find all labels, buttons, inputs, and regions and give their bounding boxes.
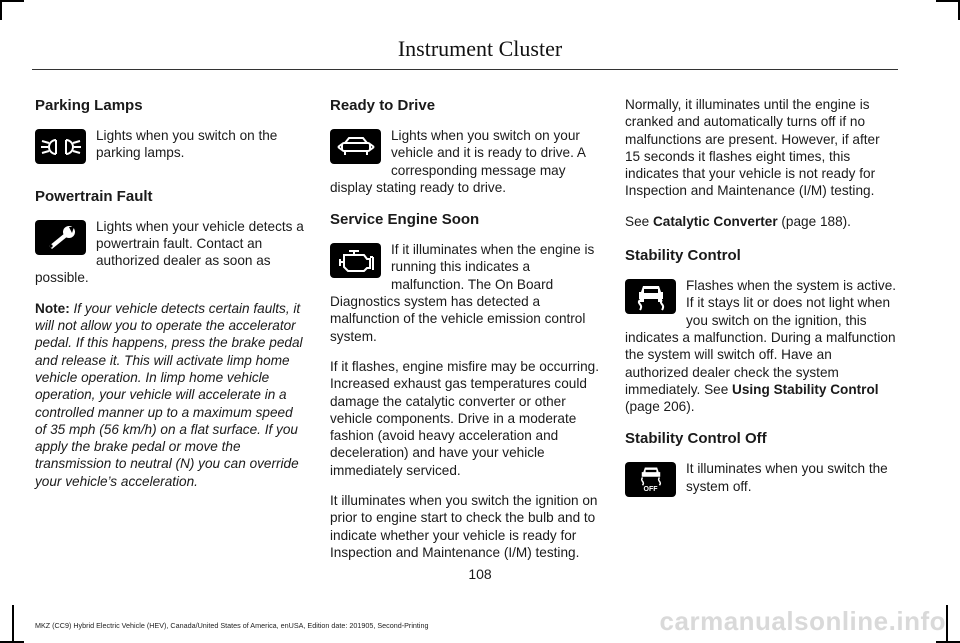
parking-lamps-entry [35, 127, 305, 175]
parking-lamps-icon [35, 129, 86, 164]
stability-control-off-text: It illuminates when you switch the system off. [686, 461, 888, 494]
section-heading-ready-to-drive: Ready to Drive [330, 97, 436, 114]
stability-control-desc: Flashes when the system is active. If it stays lit or does not light when you switch on the ignition, this indicates a malfunction. During a malfunction the system will switch off. Have an authorized dealer check the system immediately. See [625, 278, 897, 397]
note-text: If your vehicle detects certain faults, it will not allow you to operate the accelerator pedal. If this happens, press the brake pedal and release it. This will activate limp home vehicle operation. In limp home vehicle operation, your vehicle will accelerate in a controlled manner up to a maximum speed of 35 mph (56 km/h) on a flat surface. If you apply the brake pedal or move the transmission to neutral (N) you can override your vehicle’s acceleration. [35, 300, 303, 489]
bulb-check-text: It illuminates when you switch the ignition on prior to engine start to check the bulb and to indicate whether your vehicle is ready for Inspection and Maintenance (I/M) testing. [330, 493, 598, 560]
parking-lamps-text: Lights when you switch on the parking lamps. [96, 128, 278, 161]
stability-control-off-icon [625, 462, 676, 497]
using-stability-control-link[interactable]: Using Stability Control [732, 381, 879, 397]
wrench-icon [35, 220, 86, 255]
ready-to-drive-icon [330, 129, 381, 164]
crop-mark [946, 605, 948, 643]
section-heading-stability-control: Stability Control [625, 247, 741, 265]
footer-edition-text: MKZ (CC9) Hybrid Electric Vehicle (HEV), Canada/United States of America, enUSA, Edition date: 201905, Second-Printing [35, 621, 429, 630]
stability-control-icon [625, 279, 676, 314]
section-heading-parking-lamps: Parking Lamps [35, 97, 143, 114]
see-suffix: (page 188). [777, 213, 851, 229]
column-3 [625, 96, 897, 520]
stability-control-ref-suffix: (page 206). [625, 399, 695, 415]
engine-icon [330, 243, 381, 278]
crop-mark [0, 0, 24, 2]
page-number: 108 [468, 566, 492, 582]
stability-control-entry [625, 277, 897, 415]
column-1 [35, 96, 305, 503]
column-2 [330, 96, 602, 574]
crop-mark [936, 0, 960, 2]
engine-misfire-text: If it flashes, engine misfire may be occurring. Increased exhaust gas temperatures could damage the catalytic converter or other vehicle components. Drive in a moderate fashion (avoid heavy acceleration and deceleration) and have your vehicle immediately serviced. [330, 358, 599, 478]
watermark: carmanualsonline.info [659, 606, 946, 636]
crop-mark [0, 0, 2, 20]
section-heading-powertrain-fault: Powertrain Fault [35, 187, 153, 205]
catalytic-converter-link[interactable]: Catalytic Converter [652, 213, 778, 229]
stability-control-off-entry [625, 460, 897, 508]
service-engine-soon-entry [330, 241, 602, 345]
powertrain-fault-text: Lights when your vehicle detects a powertrain fault. Contact an authorized dealer as soon as possible. [35, 218, 304, 286]
im-testing-text: Normally, it illuminates until the engine is cranked and automatically turns off if no malfunctions are present. However, if after 15 seconds it flashes eight times, this indicates that your vehicle is not ready for Inspection and Maintenance (I/M) testing. [625, 97, 880, 199]
page-title: Instrument Cluster [397, 36, 563, 61]
ready-to-drive-text: Lights when you switch on your vehicle and it is ready to drive. A corresponding message may display stating ready to drive. [330, 128, 586, 195]
crop-mark [12, 605, 14, 643]
ready-to-drive-entry [330, 127, 602, 196]
service-engine-soon-text: If it illuminates when the engine is running this indicates a malfunction. The On Board Diagnostics system has detected a malfunction of the vehicle emission control system. [330, 242, 595, 344]
note-label: Note: [35, 300, 70, 316]
title-divider [32, 69, 898, 70]
limp-home-note [35, 300, 305, 490]
section-heading-stability-control-off: Stability Control Off [625, 430, 767, 448]
powertrain-fault-entry [35, 218, 305, 287]
see-prefix: See [625, 213, 653, 229]
see-reference [625, 213, 897, 230]
off-label: OFF [643, 485, 658, 493]
section-heading-service-engine-soon: Service Engine Soon [330, 211, 480, 229]
